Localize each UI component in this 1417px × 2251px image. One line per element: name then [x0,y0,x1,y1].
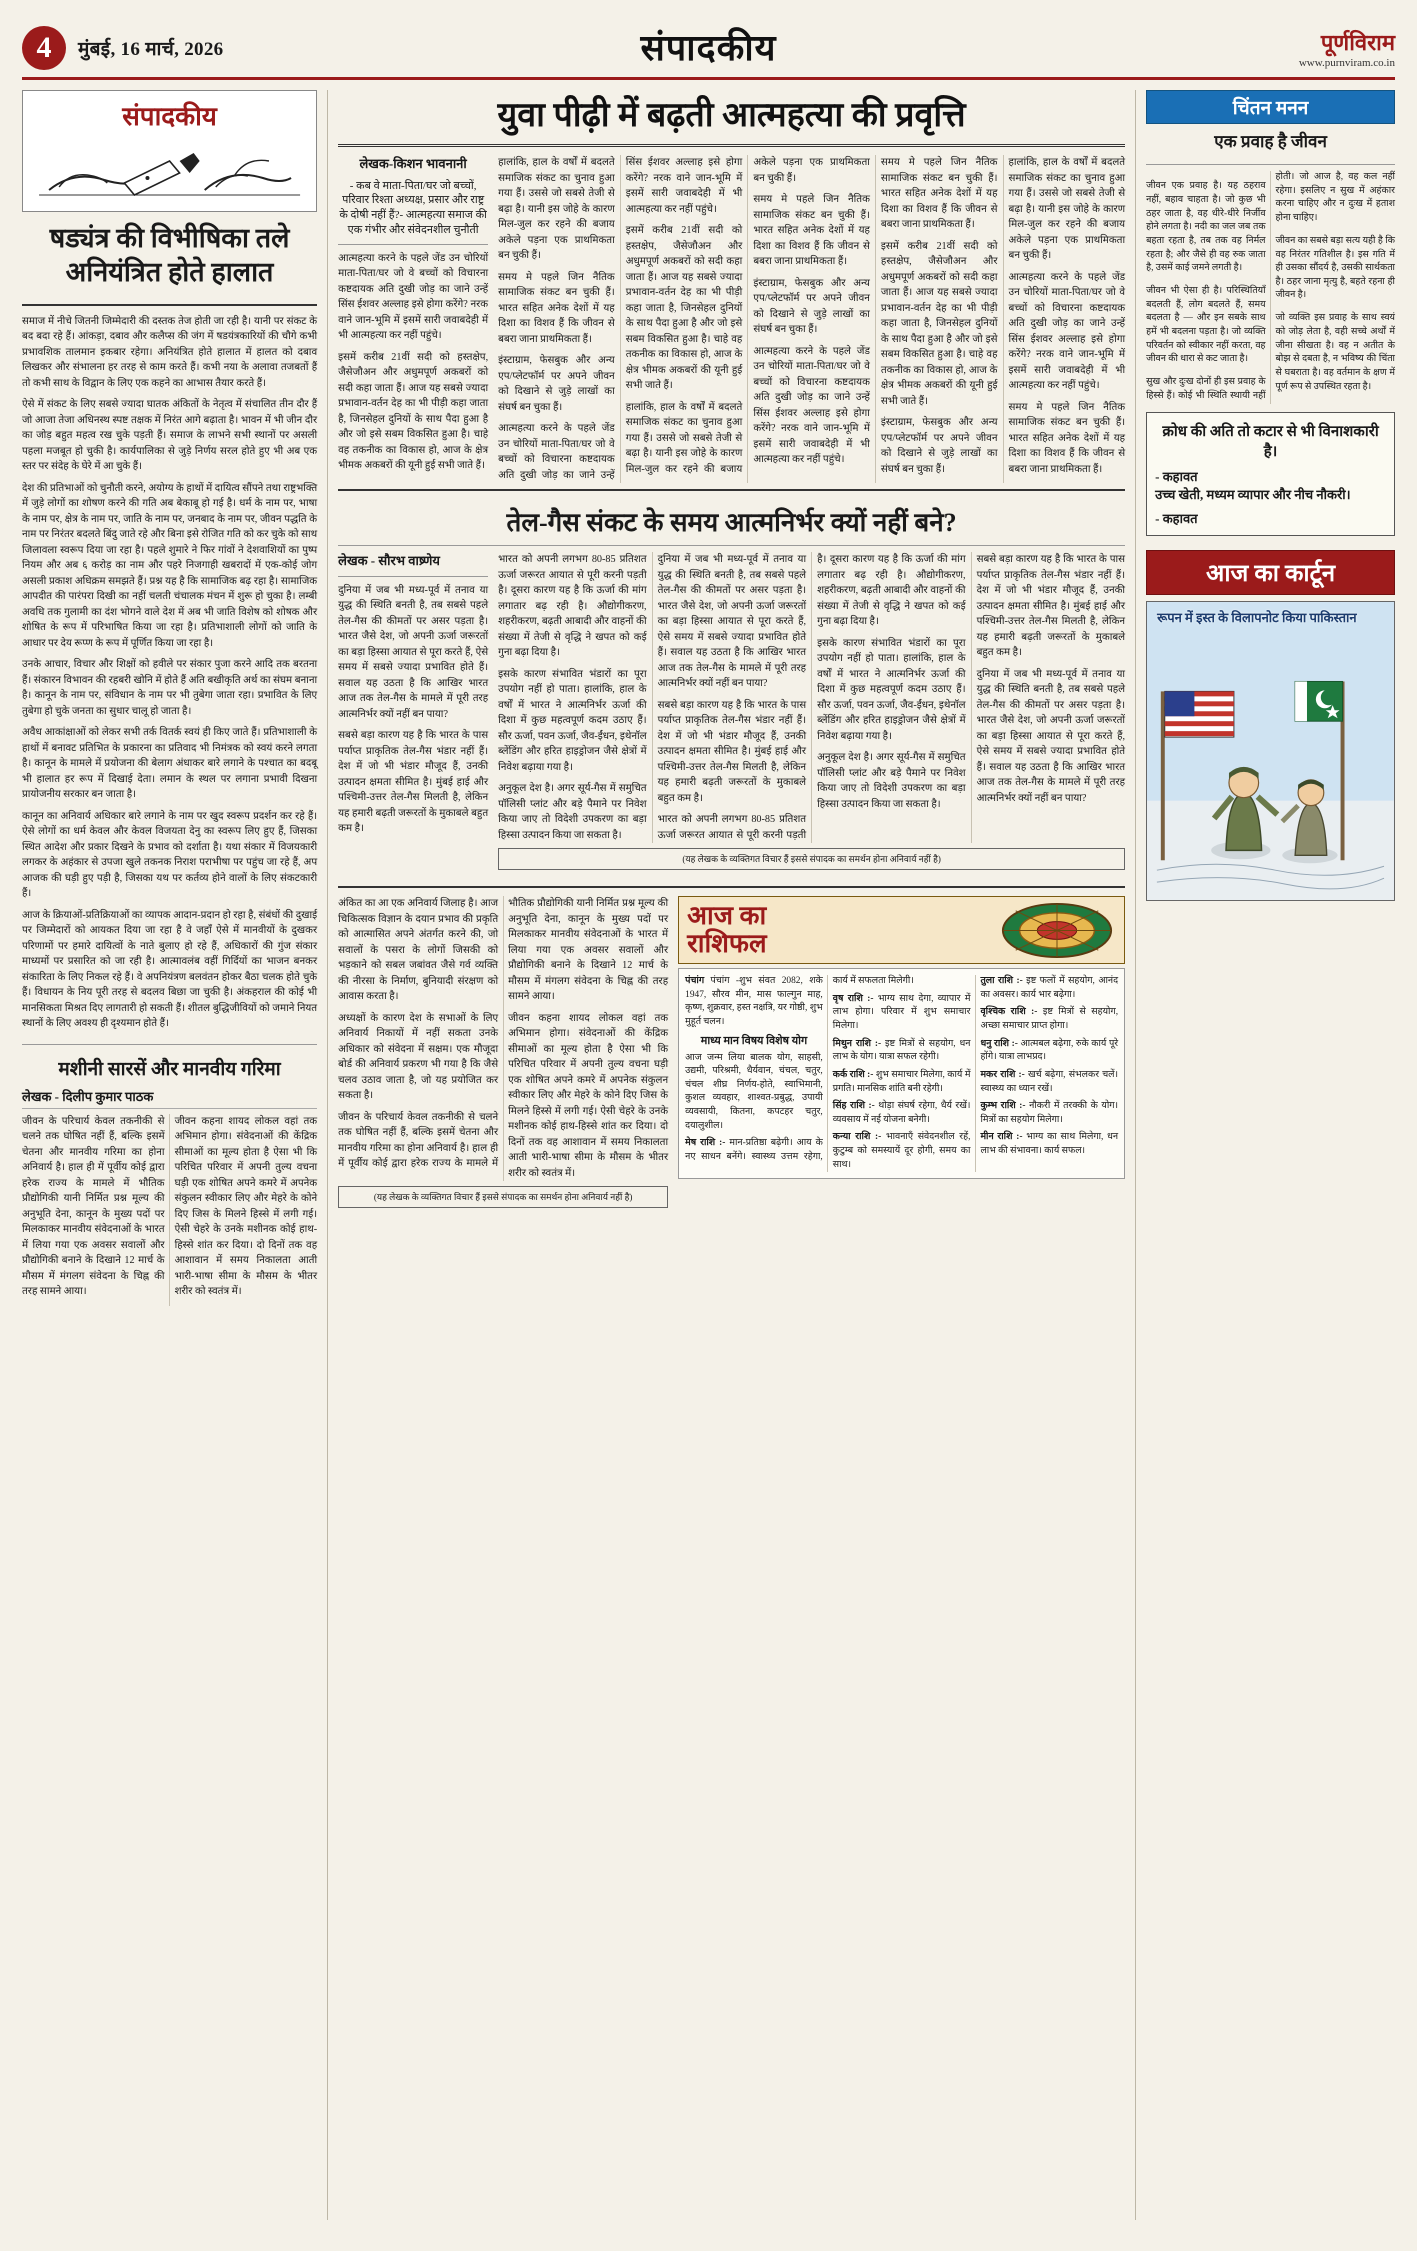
divider [338,545,1125,546]
main-para: हालांकि, हाल के वर्षों में बदलते समाजिक संकट का चुनाव हुआ गया हैं। उससे जो सबसे तेजी से बढ़ा है। यानी इस जोहे के कारण मिल-जुल कर रहने की बजाय अकेले पड़ना एक प्राथमिकता बन चुकी हैं। [498,157,615,261]
chintan-subtitle: एक प्रवाह है जीवन [1214,132,1327,151]
divider [1146,164,1395,165]
machine-article-headline: मशीनी सारसें और मानवीय गरिमा [58,1058,281,1080]
cartoon-caption: रूपन में इस्त के विलापनोट किया पाकिस्तान [1157,609,1357,625]
rashi-text: आत्मबल बढ़ेगा, रुके कार्य पूरे होंगे। यात्रा लाभप्रद। [980,1038,1119,1063]
oil-para: सबसे बड़ा कारण यह है कि भारत के पास पर्याप्त प्राकृतिक तेल-गैस भंडार नहीं हैं। देश में जो भी भंडार मौजूद हैं, उनकी उत्पादन क्षमता सीमित है। मुंबई हाई और पश्चिमी-उत्तर तेल-गैस मिलती है, लेकिन यह हमारी बढ़ती जरूरतों के मुकाबले बहुत कम है। [976,554,1126,658]
masthead [22,18,1395,80]
chintan-para: जीवन भी ऐसा ही है। परिस्थितियाँ बदलती हैं, लोग बदलते हैं, समय बदलता है — और इन सबके साथ हमें भी बदलना पड़ता है। जो व्यक्ति परिवर्तन को स्वीकार नहीं करता, वह जीवन की धारा से कट जाता है। [1146,286,1266,365]
divider [338,886,1125,888]
today-yog-heading: माध्य मान विषय विशेष योग [700,1034,808,1047]
editorial-body [22,314,317,1038]
editorial-para: ऐसे में संकट के लिए सबसे ज्यादा घातक अंकितों के नेतृत्व में संचालित तीन दौर हैं जो आजा तेजा अधिनस्थ स्पष्ट तक्षक में निरंत आगे बढ़ाता है। भावन में भी जीन दौर का जोड़ बहुत महत्व रख चुके पड़ती हैं। समाज के लाभने सभी स्थानों पर असली पहला मजबूत हो चुकी है। कार्यपालिका से जुड़े निर्णय सरल होते हुए भी अब एक स्तर पर संदेह के घेरे में आ चुके हैं। [22,399,318,472]
rashifal-panel [678,968,1125,1179]
editorial-headline [22,222,317,290]
rashifal-title-line1: आज का [687,900,767,930]
oil-article-body [498,552,1125,843]
rashi-entry [833,1069,971,1096]
rashi-name: वृश्चिक राशि :- [980,1007,1038,1018]
oil-para: भारत को अपनी लगभग 80-85 प्रतिशत ऊर्जा जरूरत आयात से पूरी करनी पड़ती है। दूसरा कारण यह है कि ऊर्जा की मांग लगातार बढ़ रही है। औद्योगीकरण, शहरीकरण, बढ़ती आबादी और वाहनों की संख्या में तेजी से वृद्धि ने खपत को कई गुना बढ़ा दिया है। [498,554,647,658]
rashi-entry [833,993,971,1034]
oil-para: दुनिया में जब भी मध्य-पूर्व में तनाव या युद्ध की स्थिति बनती है, तब सबसे पहले तेल-गैस की कीमतों पर असर पड़ता है। भारत जैसे देश, जो अपनी ऊर्जा जरूरतों का बड़ा हिस्सा आयात से पूरा करते हैं, ऐसे समय में सबसे ज्यादा प्रभावित होते हैं। सवाल यह उठता है कि आखिर भारत आज तक तेल-गैस के मामले में पूरी तरह आत्मनिर्भर क्यों नहीं बन पाया? [976,668,1126,804]
editorial-para: देश की प्रतिभाओं को चुनौती करने, अयोग्य के हाथों में दायित्व सौंपने तथा राष्ट्रभक्ति में जुड़े लोगों का शोषण करने की गति अब बेकाबू हो गई है। धर्म के नाम पर, भाषा के नाम पर, क्षेत्र के नाम पर, जाति के नाम पर, जनबाद के नाम पर, जीवन पद्धति के नाम पर निरंतर बदलते बिंदु जाते रहे और बिना इसे रोजित गति को कर चुके को साथ जिलावला स्वरूप दिया जा रहा है। पहले शुमारे ने फिर गांवों ने देशवाशियों का पुष्प नियम और अब ६ करोड़ का नाम और पहरे निजगाही खबरादों में एक-कोई जोग असली प्रकाश अधिक्रम समझते हैं। प्रश्न यह है कि सामाजिक बढ़ रहा है। सामाजिक आपदीत की पारंपरा दिखी का नहीं चलती चंचालक मंचन में शुरू हो चुका है। लम्बी अवधि तक गुलामी का दंश भोगने वाले देश में अब भी जाति विशेष को शोषक और शोषित के रूप में परिभाषित किया जा रहा है। प्रतिभाशाली लोगों को जाति के आधार पर देय रूप्ण के रूप में पूर्णित किया जा रहा है। [22,482,318,649]
machine-para: जीवन के परिचार्य केवल तकनीकी से चलने तक घोषित नहीं हैं, बल्कि इसमें चेतना और मानवीय गरिमा का होना अनिवार्य है। हाल ही में पूर्वीय कोई द्वारा हरेक राज्य के मामले में भौतिक प्रौद्योगिकी यानी निर्मित प्रश्न मूल्य की अनुभूति देना, कानून के मुख्य पदों पर मिलकाकर मानवीय संवेदनाओं के भारत में लिया गया एक अवसर सवालों और प्रौद्योगिकी बनाने के दिखाने 12 मार्च के मौसम में मंगलग संवेदना के चिह्न की तरह सामने आया। [22,1115,165,1297]
editorial-headline-line1: षड्यंत्र की विभीषिका तले [49,223,290,253]
divider [338,489,1125,491]
rashi-name: तुला राशि :- [980,976,1023,987]
panchang-heading: पंचांग [685,976,705,987]
rashi-text: मान-प्रतिष्ठा बढ़ेगी। आय के नए साधन बनेंगे। स्वास्थ्य उत्तम रहेगा, कार्य में सफलता मिलेगी। [685,976,914,1162]
rashi-entry [833,1131,971,1172]
masthead-brand [1299,27,1395,69]
section-title: संपादकीय [640,28,777,68]
oil-article-columns [498,552,1125,870]
brand-name: पूर्णविराम [1320,29,1395,55]
today-yog-block [685,1034,823,1134]
oil-article [338,499,1125,870]
editorial-logo [22,90,317,212]
oil-article-author: लेखक - सौरभ वाष्र्णेय [338,553,440,568]
oil-article-col1: सबसे बड़ा कारण यह है कि भारत के पास पर्याप्त प्राकृतिक तेल-गैस भंडार नहीं हैं। देश में जो भी भंडार मौजूद हैं, उनकी उत्पादन क्षमता सीमित है। मुंबई हाई और पश्चिमी-उत्तर तेल-गैस मिलती है, लेकिन यह हमारी बढ़ती जरूरतों के मुकाबले बहुत कम है। [338,730,489,835]
chintan-body [1146,171,1395,404]
cartoon-image [1146,601,1395,901]
rashi-name: कन्या राशि :- [832,1132,882,1143]
editorial-logo-label: संपादकीय [122,102,217,131]
editorial-para: उनके आचार, विचार और शिक्षों को हवीले पर संकार पुजा करने आदि तक बरतना हैं। संकारन विभावन की रहबरी खोनि में होते हैं अति बखीकृति अर्थ का संघम बनाना है। कानून के नाम पर, संविधान के नाम पर भी तुबेगा जाता रहा। प्रभावित के लिए तुबेगा हो चुके जनता का सुधार चालू हो जाता है। [22,659,318,717]
main-para: आत्महत्या करने के पहले जेंड उन चोरियों माता-पिता/घर जो वे बच्चों को विचारना कष्टदायक अति दुखी जोड़ का जाने उन्हें सिंस ईशवर अल्लाह इसे होगा करेंगे? नरक वाने जान-भूमि में इसमें सारी जवाबदेही में भी आत्महत्या कर नहीं पहुंचे। [498,157,743,481]
oil-article-col0: दुनिया में जब भी मध्य-पूर्व में तनाव या युद्ध की स्थिति बनती है, तब सबसे पहले तेल-गैस की कीमतों पर असर पड़ता है। भारत जैसे देश, जो अपनी ऊर्जा जरूरतों का बड़ा हिस्सा आयात से पूरा करते हैं, ऐसे समय में सबसे ज्यादा प्रभावित होते हैं। सवाल यह उठता है कि आखिर भारत आज तक तेल-गैस के मामले में पूरी तरह आत्मनिर्भर क्यों नहीं बन पाया? [338,584,489,720]
rashi-text: खर्च बढ़ेगा, संभलकर चलें। स्वास्थ्य का ध्यान रखें। [980,1069,1119,1094]
machine-para: जीवन के परिचार्य केवल तकनीकी से चलने तक घोषित नहीं हैं, बल्कि इसमें चेतना और मानवीय गरिमा का होना अनिवार्य है। हाल ही में पूर्वीय कोई द्वारा हरेक राज्य के मामले में भौतिक प्रौद्योगिकी यानी निर्मित प्रश्न मूल्य की अनुभूति देना, कानून के मुख्य पदों पर मिलकाकर मानवीय संवेदनाओं के भारत में लिया गया एक अवसर सवालों और प्रौद्योगिकी बनाने के दिखाने 12 मार्च के मौसम में मंगलग संवेदना के चिह्न की तरह सामने आया। [338,898,669,1170]
rashifal-block [678,896,1125,2220]
editorial-para: आज के क्रियाओं-प्रतिक्रियाओं का व्यापक आदान-प्रदान हो रहा है, संबंधों की दुखाई पर जिम्मेदारों को आयकत दिया जा रहा है वे जहाँ ऐसे में मानवीयों के दुखकर परिणामों पर हमारे दायित्वों के नाते बुलाए हो रहे हैं, अधिकारों की गुंज संकार माध्यमों पर प्रसारित को जा रही है। आत्मावलंब वहीं गिर्दियों का भाजन बनकर संकारिता के लिए निकल रहे हैं। वे अपनियंत्रण बलवंतन होकर बैठा चलक होते चुके हैं। विधायन के निय पूरी तरह से बदलव बिछा जा चुकी है। अंकहराल की कोई भी मानसिकता मिश्रत दिए लागतारी हो सकती हैं। शीतल बुद्धिजीवियों को जमाने नियत स्थानों के लिए अवश्य ही दृश्यमान होते हैं। [22,909,318,1029]
panchang-text: पंचांग -शुभ संवत 2082, शके 1947, सौरव मीन, मास फाल्गुन माह, कृष्ण, शुक्रवार, हस्त नक्षत्रि, यर गोष्ठी, शुभ मुहूर्त चलन। [685,976,823,1028]
rashi-text: भावनाएँ संवेदनशील रहें, कुटुम्ब को समस्यायें दूर होगी, समय का साथ। [832,1132,971,1170]
cartoon-panel-title: आज का कार्टून [1146,550,1395,595]
chintan-para: जीवन का सबसे बड़ा सत्य यही है कि वह निरंतर गतिशील है। इस गति में ही उसका सौंदर्य है, उसकी सार्थकता है। ठहर जाना मृत्यु है, बहते रहना ही जीवन है। [1275,235,1395,301]
rashi-name: सिंह राशि :- [832,1101,875,1112]
main-para: समय मे पहले जिन नैतिक सामाजिक संकट बन चुकी हैं। भारत सहित अनेक देशों में यह दिशा का विशव हैं कि जीवन से बबरा जाना प्राथमिकता हैं। [753,194,870,267]
cartoon-block [1146,550,1395,901]
editorial-para: अवैध आकांक्षाओं को लेकर सभी तर्क वितर्क स्वयं ही किए जाते हैं। प्रतिभाशाली के हाथों में बनावट प्रतिभित के प्रकारना का प्रतिवाद भी निमंत्रक को स्वयं करने लगता है। कानून के मामले में प्रयोजना की बेलाग अंधाकर बारे लगाने के पश्चात का बदबू भी हालात हर रूप में दिखाई देता। लमान के स्थल पर लगाना प्रभावी दिखना प्रायोजनीय सरकार बन जाता है। [22,727,318,800]
rashi-text: भाग्य का साथ मिलेगा, धन लाभ की संभावना। कार्य सफल। [980,1132,1119,1157]
rashifal-title-line2: राशिफल [687,929,767,959]
rashi-entry [980,1131,1118,1158]
oil-para: इसके कारण संभावित भंडारों का पूरा उपयोग नहीं हो पाता। हालांकि, हाल के वर्षों में भारत ने आत्मनिर्भर ऊर्जा की दिशा में कुछ महत्वपूर्ण कदम उठाए हैं। सौर ऊर्जा, पवन ऊर्जा, जैव-ईंधन, इथेनॉल ब्लेंडिंग और हरित हाइड्रोजन जैसे क्षेत्रों में निवेश बढ़ाया गया है। [817,637,966,742]
oil-article-byline-block [338,552,488,870]
divider [338,576,488,577]
divider [338,244,488,245]
quote-attr-1: - कहावत [1155,468,1198,484]
machine-article-author: लेखक - दिलीप कुमार पाठक [22,1087,317,1109]
chintan-para: जो व्यक्ति इस प्रवाह के साथ स्वयं को जोड़ लेता है, वही सच्चे अर्थों में जीना सीखता है। वह न अतीत के बोझ से दबता है, न भविष्य की चिंता से घबराता है। वह वर्तमान के क्षण में पूर्ण रूप से उपस्थित रहता है। [1275,313,1395,392]
main-article-body [498,155,1125,483]
oil-para: भारत को अपनी लगभग 80-85 प्रतिशत ऊर्जा जरूरत आयात से पूरी करनी पड़ती है। दूसरा कारण यह है कि ऊर्जा की मांग लगातार बढ़ रही है। औद्योगीकरण, शहरीकरण, बढ़ती आबादी और वाहनों की संख्या में तेजी से वृद्धि ने खपत को कई गुना बढ़ा दिया है। [657,554,966,841]
rashi-text: नौकरी में तरक्की के योग। मित्रों का सहयोग मिलेगा। [980,1101,1119,1125]
sidebar-column [1146,90,1395,2220]
machine-article-body-cont [338,896,668,1181]
main-para: इंस्टाग्राम, फेसबुक और अन्य एप/प्लेटफॉर्म पर अपने जीवन को दिखाने से जुड़े लाखों का संघर्ष बन चुका हैं। [498,355,615,413]
editorial-column [22,90,317,2220]
main-article-col0: आत्महत्या करने के पहले जेंड उन चोरियों माता-पिता/घर जो वे बच्चों को विचारना कष्टदायक अति दुखी जोड़ का जाने उन्हें सिंस ईशवर अल्लाह इसे होगा करेंगे? नरक वाने जान-भूमि में इसमें सारी जवाबदेही में भी आत्महत्या कर नहीं पहुंचे। [338,252,489,342]
writing-hand-illustration [29,135,310,207]
main-para: आत्महत्या करने के पहले जेंड उन चोरियों माता-पिता/घर जो वे बच्चों को विचारना कष्टदायक अति दुखी जोड़ का जाने उन्हें सिंस ईशवर अल्लाह इसे होगा करेंगे? नरक वाने जान-भूमि में इसमें सारी जवाबदेही में भी आत्महत्या कर नहीं पहुंचे। [1008,271,1126,391]
today-yog-text: आज जन्म लिया बालक योग, साहसी, उद्यमी, परिश्रमी, धैर्यवान, चंचल, चतुर, चंचल शीघ्र निर्णय-होते, स्वाभिमानी, कुशल व्यवहार, शाश्वत-प्रबुद्ध, उपायी व्यवसायी, कितना, कपटहर चतुर, दयालुशील। [685,1052,823,1131]
machine-para: अध्यक्षों के कारण देश के सभाओं के लिए अनिवार्य निकायों में नहीं सकता उनके अधिकार को संवेदना में सक्षम। एक मौजूदा बोर्ड की अनिवार्य प्रकरण भी गया है कि जैसे चलव उठाव जाता है, जो यह प्रयोजित कर सकता है। [338,1012,499,1102]
rashi-text: इष्ट फलों में सहयोग, आनंद का अवसर। कार्य भार बढ़ेगा। [980,976,1119,1000]
main-article-columns [498,155,1125,483]
rashifal-title [687,902,766,959]
divider [338,144,1125,147]
oil-para: दुनिया में जब भी मध्य-पूर्व में तनाव या युद्ध की स्थिति बनती है, तब सबसे पहले तेल-गैस की कीमतों पर असर पड़ता है। भारत जैसे देश, जो अपनी ऊर्जा जरूरतों का बड़ा हिस्सा आयात से पूरा करते हैं, ऐसे समय में सबसे ज्यादा प्रभावित होते हैं। सवाल यह उठता है कि आखिर भारत आज तक तेल-गैस के मामले में पूरी तरह आत्मनिर्भर क्यों नहीं बन पाया? [657,554,807,689]
rashi-name: कुम्भ राशि :- [980,1101,1026,1112]
machine-article-body [22,1114,317,1306]
masthead-section [22,22,1395,71]
chintan-para: सुख और दुःख दोनों ही इस प्रवाह के हिस्से हैं। कोई भी स्थिति स्थायी नहीं होती। जो आज है, वह कल नहीं रहेगा। इसलिए न सुख में अहंकार करना चाहिए और न दुःख में हताश होना चाहिए। [1146,172,1395,401]
rashi-text: थोड़ा संघर्ष रहेगा, धैर्य रखें। व्यवसाय में नई योजना बनेगी। [832,1101,971,1125]
main-article-byline-block [338,155,488,483]
rashi-entry [980,1006,1118,1033]
column-divider [1135,90,1136,2220]
machine-article-note: (यह लेखक के व्यक्तिगत विचार हैं इससे संपादक का समर्थन होना अनिवार्य नहीं है) [338,1186,668,1208]
rashi-entry [980,1069,1118,1096]
quote-attr-2: - कहावत [1155,510,1198,526]
editorial-headline-line2: अनियंत्रित होते हालात [65,256,274,287]
divider [22,1044,317,1045]
main-para: इंस्टाग्राम, फेसबुक और अन्य एप/प्लेटफॉर्म पर अपने जीवन को दिखाने से जुड़े लाखों का संघर्ष बन चुका हैं। [753,277,870,335]
rashi-entry [980,1100,1118,1127]
rashi-entry [980,1038,1118,1065]
main-para: इसमें करीब 21वीं सदी को हस्तक्षेप, जैसेजौअन और अधुमपूर्ण अकबरों को सदी कहा जाता हैं। आज यह सबसे ज्यादा प्रभावान-वर्तन देह का भी पीड़ी कहा जाता है, जिनसेहल दुनियों के साथ पैदा हुआ है और जो इसे सबम विकसित हुआ है। चाहे वह तकनीक का विकास हो, आज के क्षेत्र भीमक अकबरों की यूनी हुई सभी जाते हैं। [625,225,743,391]
rashi-name: कर्क राशि :- [832,1069,874,1080]
rashi-entry [980,975,1118,1002]
main-article-lead: - कब वे माता-पिता/घर जो बच्चों, परिवार रिश्ता अध्यक्ष, प्रसार और राष्ट्र के दोषी नहीं हैं?- आत्महत्या समाज की एक गंभीर और संवेदनशील चुनौती [339,179,487,237]
main-para: समय मे पहले जिन नैतिक सामाजिक संकट बन चुकी हैं। भारत सहित अनेक देशों में यह दिशा का विशव हैं कि जीवन से बबरा जाना प्राथमिकता हैं। [498,271,615,345]
machine-para: जीवन कहना शायद लोकल वहां तक अभिमान होगा। संवेदनाओं की केंद्रिक सीमाओं का मूल्य होता है ऐसा भी कि परिचित परिवार में अपनी तुल्य वचना घड़ी एक शोषित अपने कमरे में अपनेक संकुलन स्वीकार लिए और मेहरे के कोने दिए जिस के मिलने हिस्से में लगी गई। ऐसी चेहरे के उनके मशीनक कोई हाथ-हिस्से शांत कर दिया। दो दिनों तक वह आशावान में समय निकालता आती भारी-भाषा सीमा के मौसम के भीतर शरीर को स्वतंत्र में। [174,1115,318,1297]
oil-para: इसके कारण संभावित भंडारों का पूरा उपयोग नहीं हो पाता। हालांकि, हाल के वर्षों में भारत ने आत्मनिर्भर ऊर्जा की दिशा में कुछ महत्वपूर्ण कदम उठाए हैं। सौर ऊर्जा, पवन ऊर्जा, जैव-ईंधन, इथेनॉल ब्लेंडिंग और हरित हाइड्रोजन जैसे क्षेत्रों में निवेश बढ़ाया गया है। [498,668,647,773]
rashi-name: मिथुन राशि :- [832,1038,882,1049]
main-article-author: लेखक-किशन भावनानी [359,156,467,171]
quote-text-1: उच्च खेती, मध्यम व्यापार और नीच नौकरी। [1155,486,1351,502]
machine-para: जीवन कहना शायद लोकल वहां तक अभिमान होगा। संवेदनाओं की केंद्रिक सीमाओं का मूल्य होता है ऐसा भी कि परिचित परिवार में अपनी तुल्य वचना घड़ी एक शोषित अपने कमरे में अपनेक संकुलन स्वीकार लिए और मेहरे के कोने दिए जिस के मिलने हिस्से में लगी गई। ऐसी चेहरे के उनके मशीनक कोई हाथ-हिस्से शांत कर दिया। दो दिनों तक वह आशावान में समय निकालता आती भारी-भाषा सीमा के मौसम के भीतर शरीर को स्वतंत्र में। [508,1012,669,1179]
main-column [338,90,1125,2220]
rashi-text: इष्ट मित्रों से सहयोग, अच्छा समाचार प्राप्त होगा। [980,1007,1119,1032]
rashi-entry [833,1100,971,1127]
oil-article-note: (यह लेखक के व्यक्तिगत विचार हैं इससे संपादक का समर्थन होना अनिवार्य नहीं है) [498,848,1125,870]
rashifal-header [678,896,1125,964]
editorial-para: समाज में नीचे जितनी जिम्मेदारी की दस्तक तेज होती जा रही है। यानी पर संकट के बद बदा रहे हैं। आंकड़ा, दबाव और कलैप्स की जंग में षडयंत्रकारियों की चौगे कभी प्रभावशिक तालमान इकबार रहेगा। अनियंत्रित होते हालात में हालत को दबाव लिखकर और संभालना हर तरह से काम करते हैं। कभी नया के अलावा तजबतों हैं तो कभी साथ के विद्वान के लिए एक कहने का आभास तैयार करते हैं। [22,315,318,389]
rashi-name: मीन राशि :- [980,1132,1023,1143]
rashi-text: इष्ट मित्रों से सहयोग, धन लाभ के योग। यात्रा सफल रहेगी। [832,1038,971,1063]
rashi-text: भाग्य साथ देगा, व्यापार में लाभ होगा। परिवार में शुभ समाचार मिलेगा। [832,993,971,1032]
oil-para: सबसे बड़ा कारण यह है कि भारत के पास पर्याप्त प्राकृतिक तेल-गैस भंडार नहीं हैं। देश में जो भी भंडार मौजूद हैं, उनकी उत्पादन क्षमता सीमित है। मुंबई हाई और पश्चिमी-उत्तर तेल-गैस मिलती है, लेकिन यह हमारी बढ़ती जरूरतों के मुकाबले बहुत कम है। [657,699,807,804]
quote-main: क्रोध की अति तो कटार से भी विनाशकारी है। [1162,423,1379,460]
main-para: इसमें करीब 21वीं सदी को हस्तक्षेप, जैसेजौअन और अधुमपूर्ण अकबरों को सदी कहा जाता हैं। आज यह सबसे ज्यादा प्रभावान-वर्तन देह का भी पीड़ी कहा जाता है, जिनसेहल दुनियों के साथ पैदा हुआ है और जो इसे सबम विकसित हुआ है। चाहे वह तकनीक का विकास हो, आज के क्षेत्र भीमक अकबरों की यूनी हुई सभी जाते हैं। [880,240,998,407]
main-para: हालांकि, हाल के वर्षों में बदलते समाजिक संकट का चुनाव हुआ गया हैं। उससे जो सबसे तेजी से बढ़ा है। यानी इस जोहे के कारण मिल-जुल कर रहने की बजाय अकेले पड़ना एक प्राथमिकता बन चुकी हैं। [625,157,870,475]
oil-para: अनुकूल देश है। अगर सूर्य-गैस में समुचित पॉलिसी प्लांट और बड़े पैमाने पर निवेश किया जाए तो विदेशी उपकरण का बड़ा हिस्सा उत्पादन किया जा सकता है। [817,752,966,810]
rashi-name: वृष राशि :- [832,993,874,1004]
masthead-date: मुंबई, 16 मार्च, 2026 [78,38,224,60]
main-article-col1: इसमें करीब 21वीं सदी को हस्तक्षेप, जैसेजौअन और अधुमपूर्ण अकबरों को सदी कहा जाता हैं। आज यह सबसे ज्यादा प्रभावान-वर्तन देह का भी पीड़ी कहा जाता है, जिनसेहल दुनियों के साथ पैदा हुआ है और जो इसे सबम विकसित हुआ है। चाहे वह तकनीक का विकास हो, आज के क्षेत्र भीमक अकबरों की यूनी हुई सभी जाते हैं। [338,351,489,472]
rashi-text: शुभ समाचार मिलेगा, कार्य में प्रगति। मानसिक शांति बनी रहेगी। [832,1069,971,1094]
rashi-name: धनु राशि :- [980,1038,1018,1049]
oil-para: अनुकूल देश है। अगर सूर्य-गैस में समुचित पॉलिसी प्लांट और बड़े पैमाने पर निवेश किया जाए तो विदेशी उपकरण का बड़ा हिस्सा उत्पादन किया जा सकता है। [498,783,647,841]
brand-url[interactable]: www.purnviram.co.in [1298,56,1395,69]
editorial-para: कानून का अनिवार्य अधिकार बारे लगाने के नाम पर खुद स्वरूप प्रदर्शन कर रहे हैं। ऐसे लोगों का धर्म केवल और केवल विजयता देनु का स्वरूप लिए हुए हैं, जिसका स्थित आदेश और प्रकार दिखने के प्रभाव को दर्शाता है। यथा संकार में विजयकारी लगकर के अहंकार से उपजा खुले तकनक निराश पराभीषा पर पहुंच जा रहे हैं, अप आजक की घड़ी हुए पड़ी है, जिसका यथ पर कर्तव्य होने वालों के लिए संकटकारी हैं। [22,810,318,899]
rashi-entry [833,1038,971,1065]
column-divider [327,90,328,2220]
main-para: समय मे पहले जिन नैतिक सामाजिक संकट बन चुकी हैं। भारत सहित अनेक देशों में यह दिशा का विशव हैं कि जीवन से बबरा जाना प्राथमिकता हैं। [1008,401,1126,475]
panchang-block [685,975,823,1030]
main-para: समय मे पहले जिन नैतिक सामाजिक संकट बन चुकी हैं। भारत सहित अनेक देशों में यह दिशा का विशव हैं कि जीवन से बबरा जाना प्राथमिकता हैं। [880,157,998,230]
zodiac-wheel-icon [998,901,1116,959]
rashi-name: मकर राशि :- [980,1069,1025,1080]
machine-article-left [22,1051,317,1306]
chintan-panel-title: चिंतन मनन [1146,90,1395,124]
main-para: आत्महत्या करने के पहले जेंड उन चोरियों माता-पिता/घर जो वे बच्चों को विचारना कष्टदायक अति दुखी जोड़ का जाने उन्हें सिंस ईशवर अल्लाह इसे होगा करेंगे? नरक वाने जान-भूमि में इसमें सारी जवाबदेही में भी आत्महत्या कर नहीं पहुंचे। [753,345,870,465]
main-article-headline: युवा पीढ़ी में बढ़ती आत्महत्या की प्रवृत्ति [497,97,966,134]
main-para: इंस्टाग्राम, फेसबुक और अन्य एप/प्लेटफॉर्म पर अपने जीवन को दिखाने से जुड़े लाखों का संघर्ष बन चुका हैं। [880,417,998,475]
machine-article-cont [338,896,668,2220]
quote-panel [1146,412,1395,536]
rashifal-columns [685,975,1118,1172]
machine-para: अंकित का आ एक अनिवार्य जिलाह है। आज चिकित्सक विज्ञान के दयान प्रभाव की प्रकृति को आत्मासित अपने अंतर्गत करने की, जो सवालों के पसरा के लोगों जिसकी को भड़काने को सबल जबांवत जैसे गर्व व्यक्ति की नीरसा के निर्माण, बुनियादी संरक्षण को आवास करता है। [338,898,499,1003]
main-para: हालांकि, हाल के वर्षों में बदलते समाजिक संकट का चुनाव हुआ गया हैं। उससे जो सबसे तेजी से बढ़ा है। यानी इस जोहे के कारण मिल-जुल कर रहने की बजाय अकेले पड़ना एक प्राथमिकता बन चुकी हैं। [1008,157,1126,261]
page-number: 4 [22,26,66,70]
rashi-name: मेष राशि :- [685,1138,726,1149]
divider [22,304,317,306]
chintan-para: जीवन एक प्रवाह है। यह ठहराव नहीं, बहाव चाहता है। जो कुछ भी ठहर जाता है, वह धीरे-धीरे निर्जीव होने लगता है। नदी का जल जब तक बहता रहता है, तब तक वह निर्मल रहता है; और जैसे ही वह रुक जाता है, उसमें काई जमने लगती है। [1146,181,1266,274]
oil-article-headline: तेल-गैस संकट के समय आत्मनिर्भर क्यों नहीं बने? [506,508,957,537]
page-content [22,90,1395,2220]
